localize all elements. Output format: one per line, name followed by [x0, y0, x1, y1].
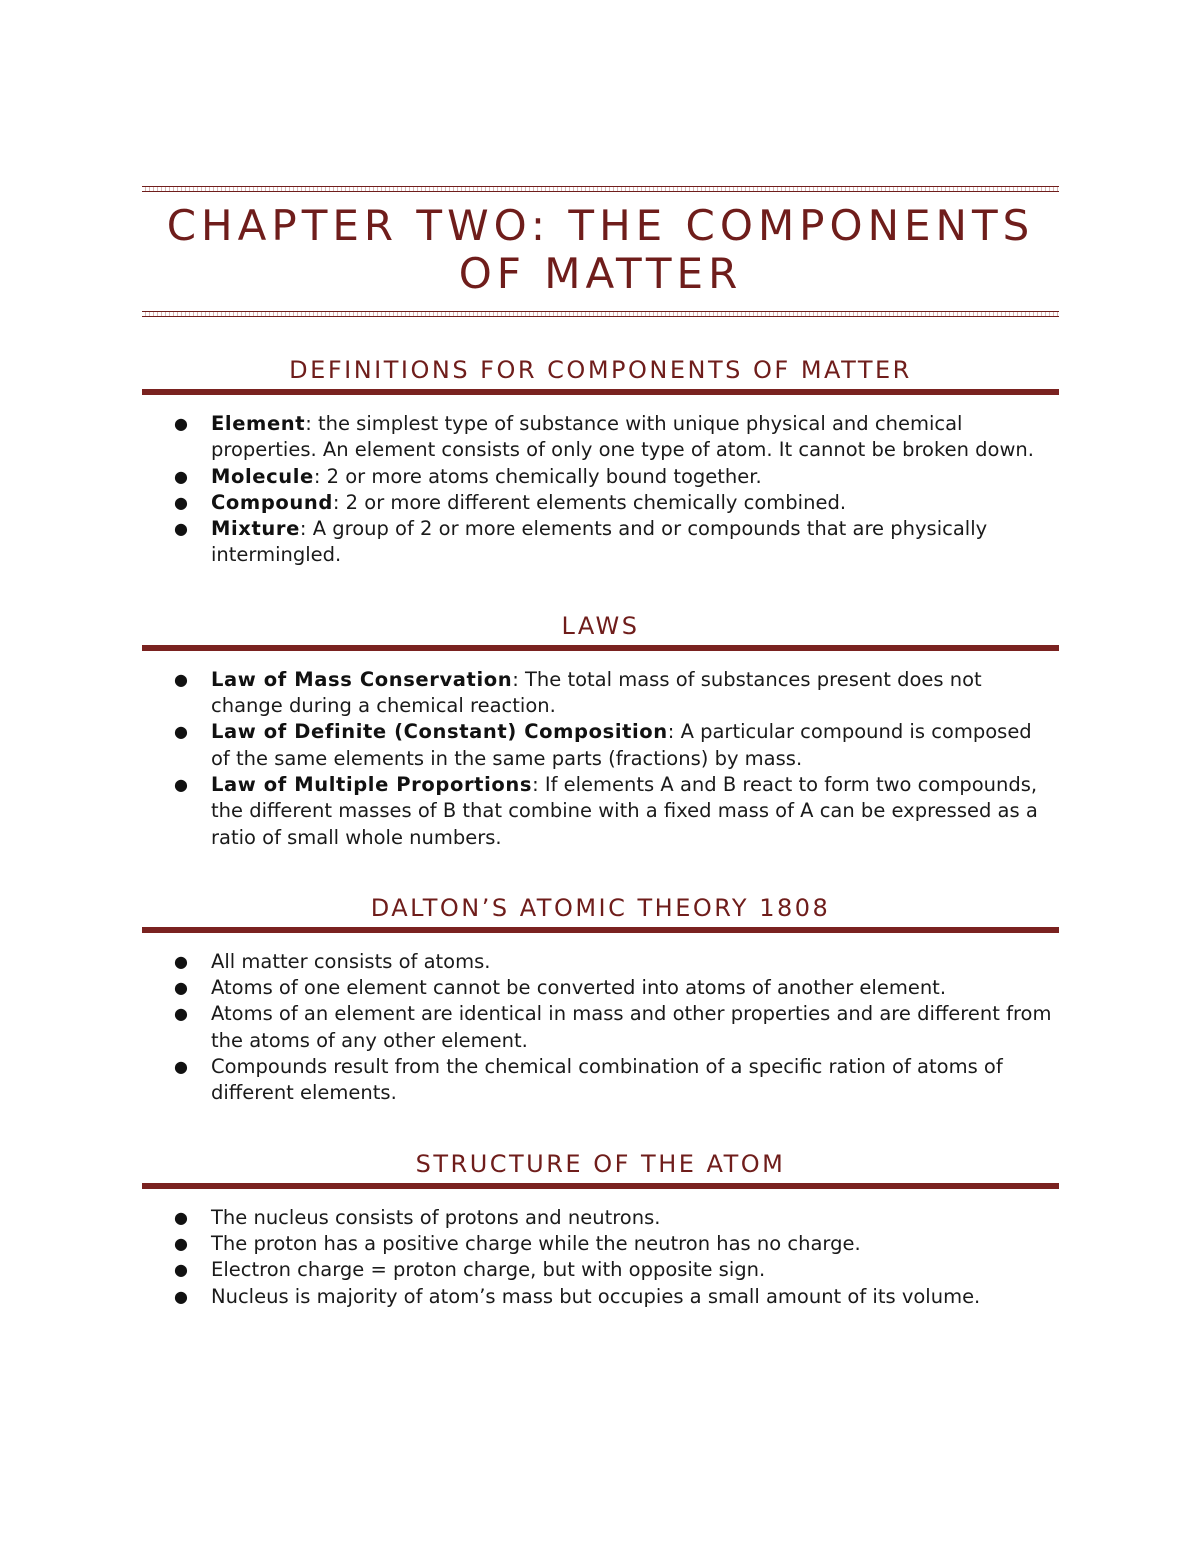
bullet-icon: ●	[174, 519, 188, 539]
document-title: CHAPTER TWO: THE COMPONENTS OF MATTER	[166, 201, 1035, 298]
section-rule	[142, 645, 1059, 651]
item-text: All matter consists of atoms.	[211, 949, 491, 973]
item-term: Law of Multiple Proportions	[211, 772, 533, 796]
item-term: Law of Mass Conservation	[211, 667, 513, 691]
title-block	[142, 186, 1059, 317]
item-text: : A group of 2 or more elements and or compounds that are physically intermingled.	[211, 517, 988, 567]
item-text: : The total mass of substances present does not change during a chemical reaction.	[211, 667, 982, 718]
item-term: Compound	[211, 490, 333, 514]
sections-container	[142, 355, 1059, 1310]
section-rule	[142, 1183, 1059, 1189]
section	[142, 1149, 1059, 1310]
list-item	[142, 1054, 1055, 1107]
bullet-icon: ●	[174, 1057, 188, 1077]
bullet-icon: ●	[174, 492, 188, 512]
item-text: : If elements A and B react to form two compounds, the different masses of B that combine with a fixed mass of A can be expressed as a ratio of small whole numbers.	[211, 772, 1038, 849]
section-heading: DALTON’S ATOMIC THEORY 1808	[370, 893, 831, 922]
list-item	[142, 1001, 1055, 1054]
item-text: The nucleus consists of protons and neutrons.	[211, 1205, 661, 1229]
bullet-icon: ●	[174, 466, 188, 486]
bullet-icon: ●	[174, 951, 188, 971]
bullet-icon: ●	[174, 1260, 188, 1280]
bullet-icon: ●	[174, 1286, 188, 1306]
item-text: Electron charge = proton charge, but with opposite sign.	[211, 1258, 766, 1282]
item-text: The proton has a positive charge while the neutron has no charge.	[211, 1231, 861, 1255]
item-text: Atoms of one element cannot be converted into atoms of another element.	[211, 976, 947, 1000]
list-item	[142, 667, 1055, 720]
title-bottom-rule	[142, 311, 1059, 317]
section-rule	[142, 389, 1059, 395]
item-text: : 2 or more atoms chemically bound together.	[313, 464, 762, 488]
bullet-icon: ●	[174, 722, 188, 742]
list-item	[142, 1284, 1055, 1310]
list-item	[142, 516, 1055, 569]
item-term: Element	[211, 412, 306, 435]
list-item	[142, 719, 1055, 772]
bullet-icon: ●	[174, 414, 188, 433]
section	[142, 611, 1059, 851]
document-content	[142, 186, 1059, 1310]
bullet-list	[142, 1205, 1059, 1310]
list-item	[142, 411, 1055, 464]
bullet-list	[142, 949, 1059, 1107]
item-term: Law of Definite (Constant) Composition	[211, 720, 668, 744]
item-term: Mixture	[211, 517, 300, 541]
list-item	[142, 1205, 1055, 1231]
list-item	[142, 949, 1055, 975]
section-heading: STRUCTURE OF THE ATOM	[415, 1149, 786, 1178]
item-text: : the simplest type of substance with unique physical and chemical properties. An element consists of only one type of atom. It cannot be broken down.	[211, 412, 1034, 462]
bullet-list	[142, 411, 1059, 569]
item-text: Atoms of an element are identical in mass and other properties and are different from the atoms of any other element.	[211, 1002, 1052, 1052]
item-text: : 2 or more different elements chemically combined.	[332, 490, 847, 514]
section-heading: DEFINITIONS FOR COMPONENTS OF MATTER	[289, 356, 912, 384]
list-item	[142, 975, 1055, 1001]
bullet-icon: ●	[174, 1004, 188, 1024]
item-text: Nucleus is majority of atom’s mass but occupies a small amount of its volume.	[211, 1284, 981, 1308]
item-term: Molecule	[211, 464, 314, 488]
bullet-icon: ●	[174, 774, 188, 794]
list-item	[142, 464, 1055, 490]
item-text: : A particular compound is composed of the same elements in the same parts (fractions) by mass.	[211, 720, 1032, 770]
list-item	[142, 1257, 1055, 1283]
section-heading: LAWS	[561, 611, 640, 640]
bullet-icon: ●	[174, 1233, 188, 1253]
bullet-icon: ●	[174, 978, 188, 998]
list-item	[142, 772, 1055, 851]
item-text: Compounds result from the chemical combination of a specific ration of atoms of different elements.	[211, 1055, 1003, 1105]
bullet-icon: ●	[174, 1207, 188, 1227]
section-rule	[142, 927, 1059, 933]
bullet-icon: ●	[174, 669, 188, 689]
section	[142, 355, 1059, 569]
section	[142, 893, 1059, 1107]
bullet-list	[142, 667, 1059, 851]
list-item	[142, 490, 1055, 516]
list-item	[142, 1231, 1055, 1257]
